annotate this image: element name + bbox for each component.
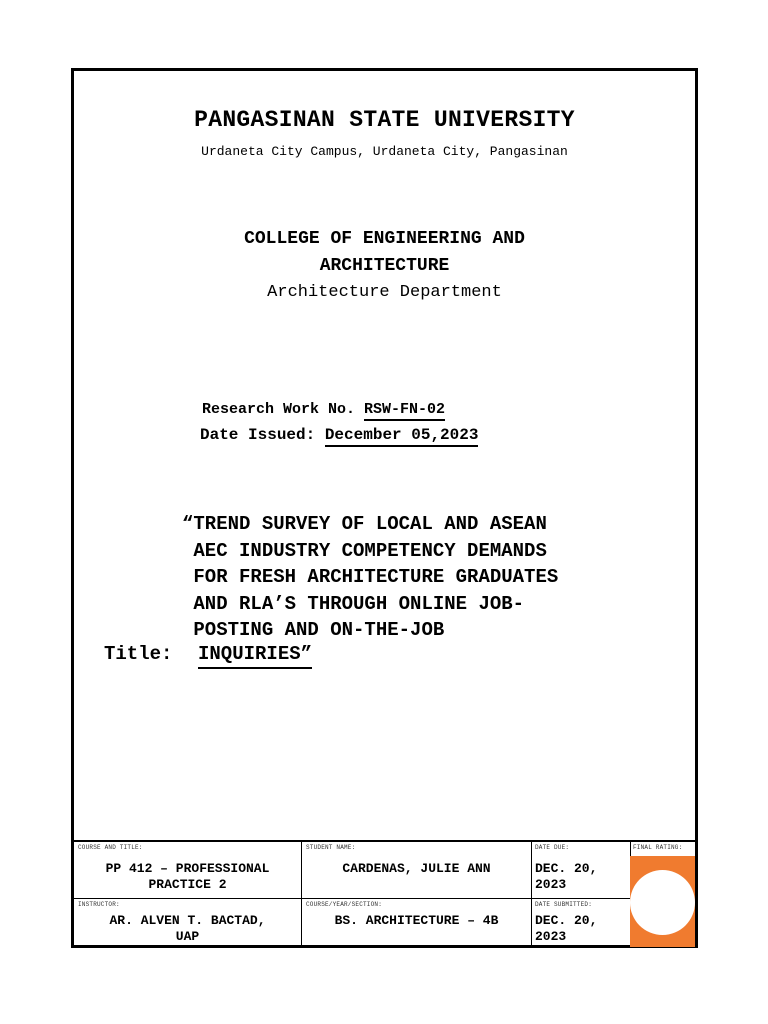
instructor-value	[74, 913, 301, 945]
date-due-label: DATE DUE:	[535, 844, 570, 851]
date-due-value	[535, 861, 597, 893]
date-issued-row	[200, 426, 478, 444]
final-rating-label: FINAL RATING:	[633, 844, 683, 851]
title-label: Title:	[104, 643, 173, 665]
title-line-5: POSTING AND ON-THE-JOB	[182, 619, 445, 641]
section-cell	[302, 899, 531, 947]
title-line-3: FOR FRESH ARCHITECTURE GRADUATES	[182, 566, 559, 588]
student-name: CARDENAS, JULIE ANN	[342, 861, 491, 876]
date-submitted-label: DATE SUBMITTED:	[535, 901, 593, 908]
date-submitted-line-2: 2023	[535, 929, 567, 944]
instructor-label: INSTRUCTOR:	[78, 901, 120, 908]
date-due-line-2: 2023	[535, 877, 567, 892]
section-value: BS. ARCHITECTURE – 4B	[334, 913, 499, 928]
college-line-1: COLLEGE OF ENGINEERING AND	[244, 229, 525, 249]
research-work-label: Research Work No.	[202, 401, 356, 418]
final-rating-cell	[631, 842, 695, 856]
date-issued-label: Date Issued:	[200, 426, 316, 444]
date-due-cell	[532, 842, 630, 898]
campus-address: Urdaneta City Campus, Urdaneta City, Pangasinan	[201, 144, 568, 159]
research-work-number: RSW-FN-02	[364, 401, 445, 421]
research-title	[182, 511, 558, 644]
university-name: PANGASINAN STATE UNIVERSITY	[194, 107, 575, 133]
rating-circle-icon	[630, 870, 695, 935]
title-last-line: INQUIRIES”	[198, 643, 312, 669]
instructor-cell	[74, 899, 301, 947]
document-sheet	[71, 68, 698, 948]
college-name	[74, 226, 695, 280]
date-issued-value: December 05,2023	[325, 426, 479, 447]
date-submitted-line-1: DEC. 20,	[535, 913, 598, 928]
instructor-line-2: UAP	[175, 929, 200, 944]
department-name: Architecture Department	[267, 283, 502, 302]
section-label: COURSE/YEAR/SECTION:	[306, 901, 383, 908]
title-line-4: AND RLA’S THROUGH ONLINE JOB-	[182, 592, 525, 615]
course-value-line-2: PRACTICE 2	[148, 877, 227, 892]
student-cell	[302, 842, 531, 898]
course-value	[74, 861, 301, 893]
date-submitted-cell	[532, 899, 630, 947]
title-line-1: “TREND SURVEY OF LOCAL AND ASEAN	[182, 513, 547, 535]
date-due-line-1: DEC. 20,	[535, 861, 598, 876]
title-line-2: AEC INDUSTRY COMPETENCY DEMANDS	[182, 539, 547, 562]
college-line-2: ARCHITECTURE	[319, 256, 450, 276]
course-cell	[74, 842, 301, 898]
instructor-line-1: AR. ALVEN T. BACTAD,	[109, 913, 266, 928]
course-label: COURSE AND TITLE:	[78, 844, 143, 851]
research-work-row	[202, 401, 445, 418]
info-table	[74, 840, 695, 947]
date-submitted-value	[535, 913, 597, 945]
final-rating-badge	[630, 856, 695, 947]
student-label: STUDENT NAME:	[306, 844, 356, 851]
course-value-line-1: PP 412 – PROFESSIONAL	[105, 861, 270, 876]
